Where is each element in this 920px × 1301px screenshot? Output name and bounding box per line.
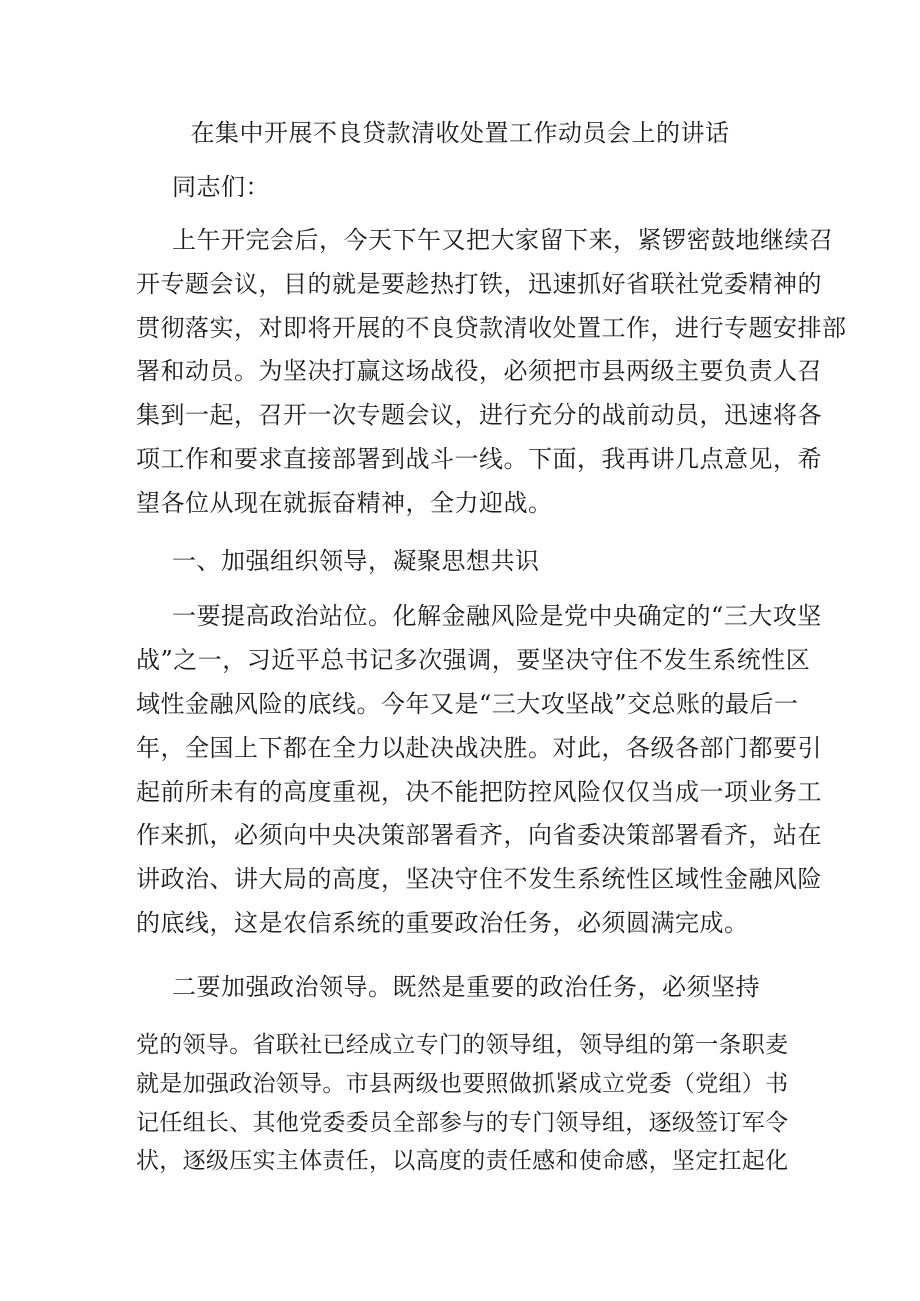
- text-line: 战”之一，习近平总书记多次强调，要坚决守住不发生系统性区: [136, 646, 811, 674]
- text-line: 就是加强政治领导。市县两级也要照做抓紧成立党委（党组）书: [136, 1071, 789, 1097]
- salutation: 同志们：: [172, 173, 270, 201]
- text-line: 二要加强政治领导。既然是重要的政治任务，必须坚持: [172, 973, 760, 1001]
- text-line: 的底线，这是农信系统的重要政治任务，必须圆满完成。: [136, 909, 749, 937]
- text-line: 集到一起，召开一次专题会议，进行充分的战前动员，迅速将各: [136, 401, 822, 429]
- text-line: 党的领导。省联社已经成立专门的领导组，领导组的第一条职麦: [136, 1032, 789, 1058]
- text-line: 望各位从现在就振奋精神，全力迎战。: [136, 489, 553, 517]
- text-line: 状，逐级压实主体责任，以高度的责任感和使命感，坚定扛起化: [136, 1148, 789, 1174]
- text-line: 起前所未有的高度重视，决不能把防控风险仅仅当成一项业务工: [136, 778, 822, 806]
- text-line: 项工作和要求直接部署到战斗一线。下面，我再讲几点意见，希: [136, 445, 822, 473]
- text-line: 一要提高政治站位。化解金融风险是党中央确定的“三大攻坚: [172, 602, 822, 630]
- text-line: 署和动员。为坚决打赢这场战役，必须把市县两级主要负责人召: [136, 357, 822, 385]
- text-line: 年，全国上下都在全力以赴决战决胜。对此，各级各部门都要引: [136, 734, 822, 762]
- text-line: 贯彻落实，对即将开展的不良贷款清收处置工作，进行专题安排部: [136, 314, 847, 342]
- text-line: 上午开完会后，今天下午又把大家留下来，紧锣密鼓地继续召: [172, 226, 834, 254]
- text-line: 作来抓，必须向中央决策部署看齐，向省委决策部署看齐，站在: [136, 821, 822, 849]
- text-line: 讲政治、讲大局的高度，坚决守住不发生系统性区域性金融风险: [136, 865, 822, 893]
- text-line: 记任组长、其他党委委员全部参与的专门领导组，逐级签订军令: [136, 1110, 789, 1136]
- document-title: 在集中开展不良贷款清收处置工作动员会上的讲话: [190, 119, 730, 147]
- section-heading: 一、加强组织领导，凝聚思想共识: [172, 547, 540, 575]
- text-line: 域性金融风险的底线。今年又是“三大攻坚战”交总账的最后一: [136, 690, 799, 718]
- text-line: 开专题会议，目的就是要趁热打铁，迅速抓好省联社党委精神的: [136, 270, 822, 298]
